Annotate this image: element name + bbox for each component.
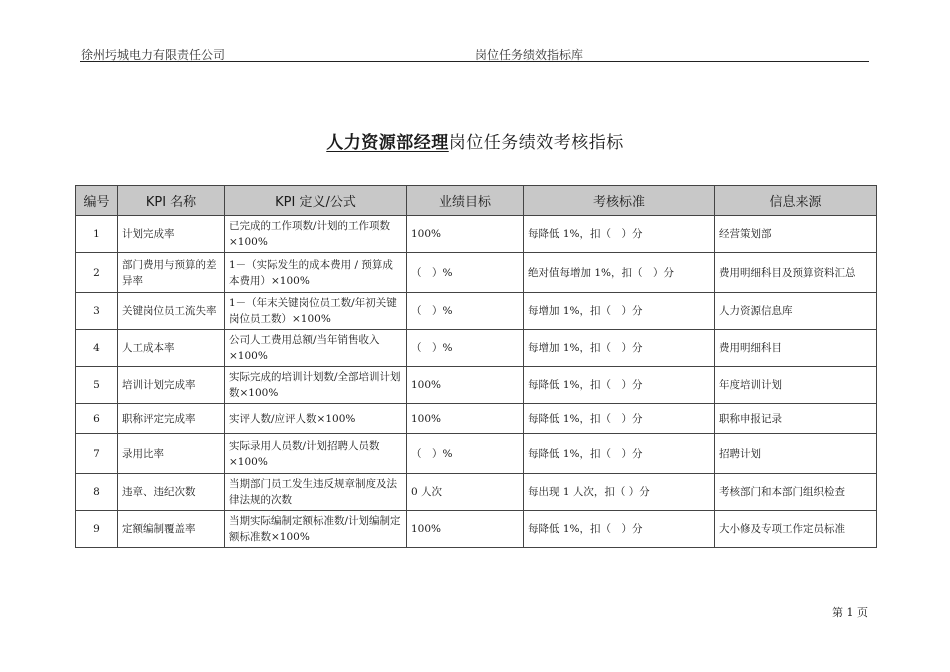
row-definition: 实际完成的培训计划数/全部培训计划数×100%	[225, 367, 407, 404]
row-source: 经营策划部	[715, 216, 877, 253]
row-standard: 每降低 1%，扣（ ）分	[524, 404, 715, 434]
row-source: 年度培训计划	[715, 367, 877, 404]
row-num: 3	[76, 293, 118, 330]
row-source: 大小修及专项工作定员标准	[715, 511, 877, 548]
row-kpi-name: 部门费用与预算的差异率	[118, 253, 225, 293]
row-definition: 1－（年末关键岗位员工数/年初关键岗位员工数）×100%	[225, 293, 407, 330]
row-standard: 每降低 1%，扣（ ）分	[524, 216, 715, 253]
row-standard: 每增加 1%，扣（ ）分	[524, 293, 715, 330]
kpi-table	[75, 185, 877, 548]
row-source: 职称申报记录	[715, 404, 877, 434]
table-row	[76, 216, 877, 253]
row-target: 100%	[407, 367, 524, 404]
row-kpi-name: 计划完成率	[118, 216, 225, 253]
company-name: 徐州圬城电力有限责任公司	[81, 48, 226, 62]
table-row	[76, 404, 877, 434]
row-kpi-name: 职称评定完成率	[118, 404, 225, 434]
row-definition: 实际录用人员数/计划招聘人员数×100%	[225, 434, 407, 474]
row-standard: 每降低 1%，扣（ ）分	[524, 511, 715, 548]
row-definition: 当期部门员工发生违反规章制度及法律法规的次数	[225, 474, 407, 511]
row-num: 2	[76, 253, 118, 293]
row-definition: 实评人数/应评人数×100%	[225, 404, 407, 434]
table-row	[76, 330, 877, 367]
col-header-source: 信息来源	[715, 186, 877, 216]
page-number: 第 1 页	[832, 606, 868, 619]
row-kpi-name: 违章、违纪次数	[118, 474, 225, 511]
page-title-rest: 岗位任务绩效考核指标	[448, 133, 624, 153]
table-row	[76, 367, 877, 404]
row-standard: 每增加 1%，扣（ ）分	[524, 330, 715, 367]
row-definition: 1－（实际发生的成本费用 / 预算成本费用）×100%	[225, 253, 407, 293]
row-kpi-name: 人工成本率	[118, 330, 225, 367]
header-rule	[80, 61, 869, 62]
page-title	[0, 128, 950, 153]
page-title-bold: 人力资源部经理	[326, 133, 449, 153]
row-num: 6	[76, 404, 118, 434]
table-row	[76, 511, 877, 548]
row-source: 费用明细科目	[715, 330, 877, 367]
row-source: 招聘计划	[715, 434, 877, 474]
row-target: （ ）%	[407, 330, 524, 367]
table-row	[76, 474, 877, 511]
table-row	[76, 253, 877, 293]
document-title: 岗位任务绩效指标库	[475, 48, 584, 62]
row-source: 考核部门和本部门组织检查	[715, 474, 877, 511]
col-header-definition: KPI 定义/公式	[225, 186, 407, 216]
row-target: 0 人次	[407, 474, 524, 511]
row-kpi-name: 录用比率	[118, 434, 225, 474]
row-standard: 每降低 1%，扣（ ）分	[524, 434, 715, 474]
col-header-num: 编号	[76, 186, 118, 216]
row-standard: 每降低 1%，扣（ ）分	[524, 367, 715, 404]
row-definition: 公司人工费用总额/当年销售收入×100%	[225, 330, 407, 367]
row-num: 5	[76, 367, 118, 404]
row-num: 9	[76, 511, 118, 548]
row-source: 人力资源信息库	[715, 293, 877, 330]
row-num: 7	[76, 434, 118, 474]
row-standard: 绝对值每增加 1%，扣（ ）分	[524, 253, 715, 293]
row-target: （ ）%	[407, 253, 524, 293]
row-target: 100%	[407, 216, 524, 253]
table-row	[76, 434, 877, 474]
row-standard: 每出现 1 人次，扣（ ）分	[524, 474, 715, 511]
row-target: 100%	[407, 511, 524, 548]
row-source: 费用明细科目及预算资料汇总	[715, 253, 877, 293]
row-target: （ ）%	[407, 434, 524, 474]
row-num: 8	[76, 474, 118, 511]
col-header-target: 业绩目标	[407, 186, 524, 216]
table-row	[76, 293, 877, 330]
col-header-standard: 考核标准	[524, 186, 715, 216]
row-definition: 已完成的工作项数/计划的工作项数×100%	[225, 216, 407, 253]
row-num: 1	[76, 216, 118, 253]
row-target: 100%	[407, 404, 524, 434]
row-kpi-name: 定额编制覆盖率	[118, 511, 225, 548]
table-header-row	[76, 186, 877, 216]
row-definition: 当期实际编制定额标准数/计划编制定额标准数×100%	[225, 511, 407, 548]
row-target: （ ）%	[407, 293, 524, 330]
row-kpi-name: 培训计划完成率	[118, 367, 225, 404]
row-num: 4	[76, 330, 118, 367]
row-kpi-name: 关键岗位员工流失率	[118, 293, 225, 330]
col-header-name: KPI 名称	[118, 186, 225, 216]
